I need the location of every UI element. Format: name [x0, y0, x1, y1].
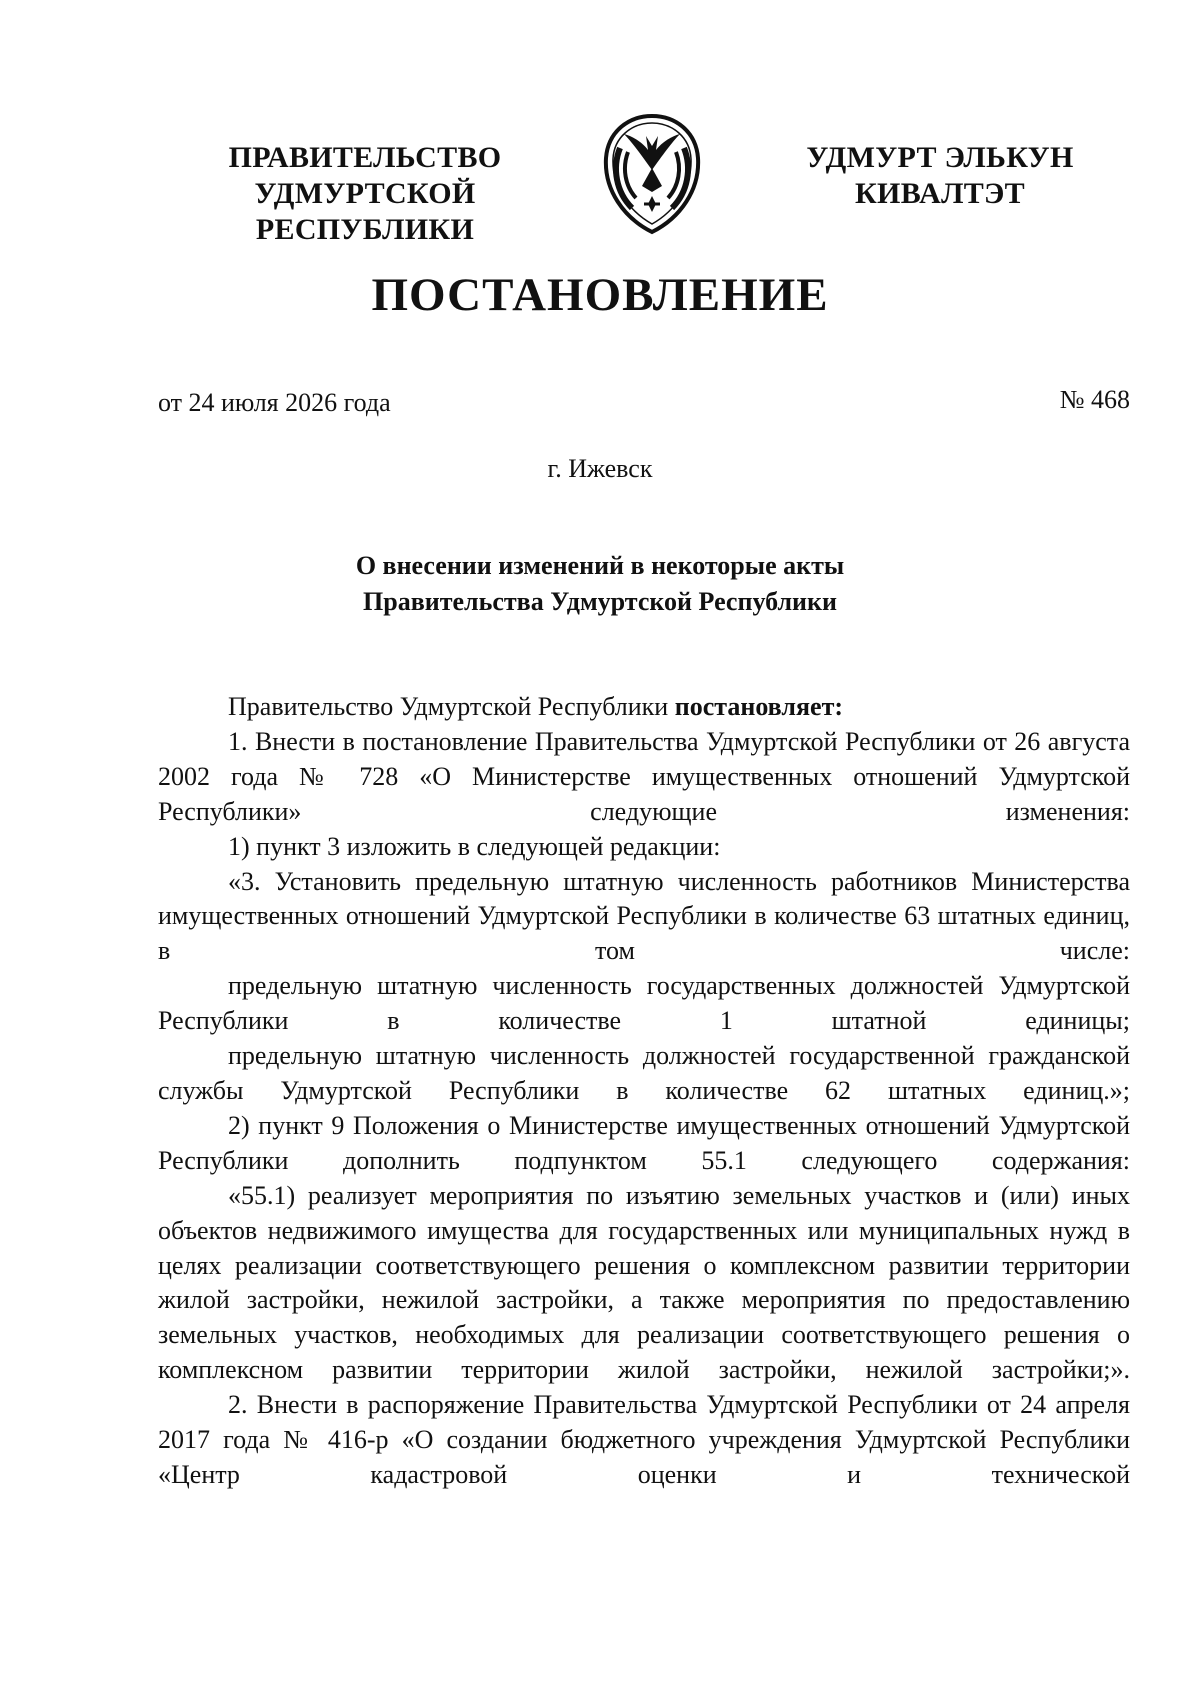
- paragraph-1: 1. Внести в постановление Правительства Удмуртской Республики от 26 августа 2002 года № 728 «О Министерстве имущественных отношений Удмуртской Республики» следующие изменения:: [158, 726, 1130, 826]
- intro-paragraph: [158, 690, 1130, 725]
- document-city: г. Ижевск: [547, 454, 653, 483]
- udmurt-coat-of-arms-icon: [598, 112, 706, 236]
- header-org-name-russian: [150, 140, 580, 248]
- paragraph-1-1: 1) пункт 3 изложить в следующей редакции:: [228, 831, 721, 861]
- document-body: [158, 690, 1130, 1493]
- paragraph-civil-service: предельную штатную численность должностей государственной гражданской службы Удмуртской Республики в количестве 62 штатных единиц.»;: [158, 1041, 1130, 1105]
- document-subject: [0, 548, 1200, 620]
- document-date: от 24 июля 2026 года: [158, 388, 391, 417]
- header-left-line2: УДМУРТСКОЙ РЕСПУБЛИКИ: [254, 177, 476, 246]
- intro-text: Правительство Удмуртской Республики: [228, 692, 675, 721]
- subject-line2: Правительства Удмуртской Республики: [363, 587, 837, 616]
- paragraph-state-positions: предельную штатную численность государственных должностей Удмуртской Республики в количестве 1 штатной единицы;: [158, 971, 1130, 1036]
- subject-line1: О внесении изменений в некоторые акты: [355, 551, 845, 580]
- paragraph-point-3: «3. Установить предельную штатную численность работников Министерства имущественных отношений Удмуртской Республики в количестве 63 штатных единиц, в том числе:: [158, 866, 1130, 966]
- intro-decree-word: постановляет:: [674, 692, 843, 721]
- paragraph-1-2: 2) пункт 9 Положения о Министерстве имущественных отношений Удмуртской Республики дополнить подпунктом 55.1 следующего содержания:: [158, 1110, 1130, 1175]
- header-right-line1: УДМУРТ ЭЛЬКУН: [806, 141, 1074, 174]
- document-type-title: ПОСТАНОВЛЕНИЕ: [371, 269, 829, 321]
- document-number: № 468: [1059, 385, 1130, 414]
- header-left-line1: ПРАВИТЕЛЬСТВО: [228, 141, 502, 174]
- paragraph-2: 2. Внести в распоряжение Правительства Удмуртской Республики от 24 апреля 2017 года № 416-р «О создании бюджетного учреждения Удмуртской Республики «Центр кадастровой оценки и технической: [158, 1390, 1130, 1489]
- paragraph-55-1: «55.1) реализует мероприятия по изъятию земельных участков и (или) иных объектов недвижимого имущества для государственных или муниципальных нужд в целях реализации соответствующего решения о комплексном развитии территории жилой застройки, нежилой застройки, а также мероприятия по предоставлению земельных участков, необходимых для реализации соответствующего решения о комплексном развитии территории жилой застройки, нежилой застройки;».: [158, 1180, 1130, 1385]
- header-org-name-udmurt: [790, 140, 1090, 212]
- header-right-line2: КИВАЛТЭТ: [855, 177, 1025, 210]
